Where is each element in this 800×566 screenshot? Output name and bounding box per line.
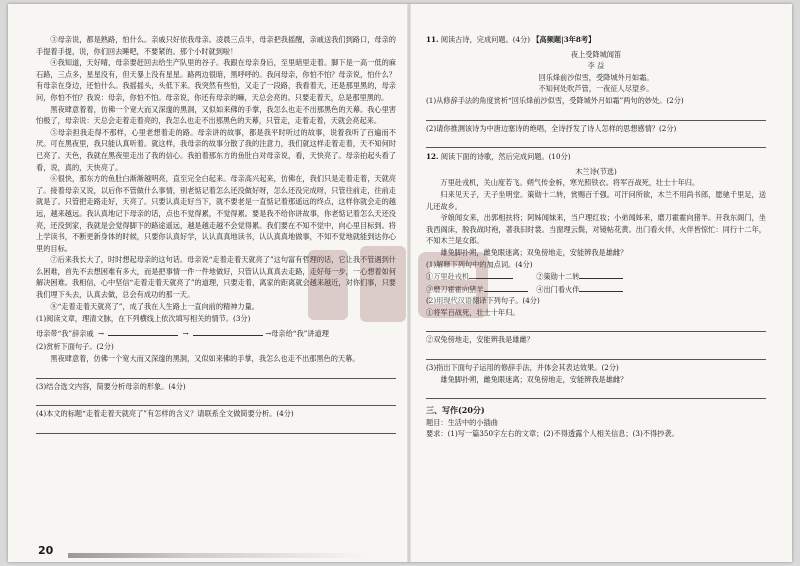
writing-topic: 题目：生活中的小插曲	[426, 417, 498, 427]
answer-line[interactable]	[426, 108, 766, 121]
question-12-number: 12.	[426, 152, 439, 162]
paragraph-4: ④我知道，天好晴，母亲要赶回去给生产队里的谷子。我跟在母亲身后，至里暗里走着。脚下是一高一低的麻石路，三点多，星星没有，但天暴上没有星星。路两边很暗，黑呼呼的。我问母亲，你怕不怕？母亲说，怕什么？有母亲在身边，还怕什么。我摇摇头，头低下来。我突然有些怕，又走了一段路，我看着天，还是那里黑的，母亲问，你怕不怕？我说：母亲，你怕不怕。母亲说，你还有母亲的嘛，天总会亮的。只要走着天，总是那里黑的。	[36, 58, 396, 102]
scan-shadow	[68, 553, 368, 558]
answer-line[interactable]	[426, 386, 766, 399]
question-11-sub-2: (2)请你推测该诗为中唐边塞诗的绝唱，全诗抒发了诗人怎样的思想感情？(2分)	[426, 123, 677, 133]
poem-line: 不知何处吹芦管，一夜征人尽望乡。	[538, 84, 654, 94]
plot-blank-1[interactable]	[108, 327, 178, 336]
question-11-sub-1: (1)从修辞手法的角度赏析“回乐烽前沙似雪，受降城外月如霜”两句的妙处。(2分)	[426, 95, 684, 105]
answer-line[interactable]	[426, 135, 766, 148]
question-11-number: 11.	[426, 35, 439, 44]
option-blank[interactable]	[579, 270, 623, 279]
option-text: ③磨刀霍霍向猪羊	[426, 284, 484, 294]
right-column	[426, 34, 766, 440]
plot-chain	[36, 327, 396, 340]
paragraph-8: ⑧“走着走着天就亮了”，成了我在人生路上一直向前的精神力量。	[50, 301, 259, 311]
option-text: ①万里赴戎机	[426, 272, 470, 282]
word-options	[426, 283, 766, 296]
writing-section-title: 三、写作(20分)	[426, 405, 485, 416]
question-4: (4)本文的标题“走着走着天就亮了”有怎样的含义？请联系全文做简要分析。(4分)	[36, 409, 294, 419]
poem-title: 夜上受降城闻笛	[570, 49, 622, 59]
paragraph-5: ⑤母亲担我走得不那样，心里老想着走的路。母亲讲的故事，都是我平时听过的故事，说着我听了百遍而不厌。可在黑夜里，我只能认真听着。就这样，我母亲的故事分散了我的注意力，我们就这样走着走着，天不知何时已亮了。天色，我就在黑夜里走出了我的信心。我拍着那东方的鱼肚白对母亲说，看，天快亮了。母亲拍起头看了看，说，真的，天快亮了。	[36, 127, 396, 172]
option-blank[interactable]	[469, 270, 513, 279]
paragraph-3: ③母亲说，都是熟路，怕什么。亲戚只好依我母亲。凌晨三点半，母亲把我摇醒，亲戚送我们到路口，母亲的手提着手提，说，你们回去睡吧，不要紧的。那个小时就到啦！	[36, 35, 396, 56]
question-11-text: 阅读古诗，完成问题。(4分)	[440, 35, 531, 44]
paragraph-6: ⑥很快，那东方的鱼肚白渐渐越明亮，直至完全白起来。母亲高兴起来，仿佛在，我们只是走着走着，天就亮了。接着母亲又说，以后你不管做什么事情，别老惦记着怎么还没做好呀，怎么还没完成呀，只管往前走，往前走就是了。只管把走路走好，天亮了。只要认真走好当下，就不要老是一直惦记着那遥远的终点，这样你就会走的越远，越来越远。我认真地记下母亲的话，点也不觉得累，不觉得累。要是我不给你讲故事，你老惦记着怎么天还没亮，还没到家，我就是会觉得脚下的路途遥远，越是越走越不会觉得累。我们要在不知不觉中，向心里目标到。将上学读书，不断更新身体的时候，只要你认真好学，认认真真地读书，认认真真地做事，不知不觉地就能到达你心里的目标。	[36, 174, 396, 253]
translate-sentence-1: ①将军百战死，壮士十年归。	[426, 307, 520, 317]
translate-sentence-2: ②双兔傍地走，安能辨我是雄雌？	[426, 335, 534, 345]
rhetoric-quote: 雄兔脚扑朔，雌兔眼迷离；双兔傍地走，安能辨我是雄雌？	[440, 374, 628, 384]
page-number: 20	[38, 544, 54, 557]
question-1: (1)阅读文章，理清文脉，在下列横线上依次填写相关的情节。(3分)	[36, 314, 251, 324]
poem-paragraph: 万里赴戎机，关山度若飞。朔气传金柝，寒光照铁衣。将军百战死，壮士十年归。	[440, 178, 700, 188]
poem-paragraph: 爷娘闻女来，出郭相扶将；阿姊闻妹来，当户理红妆；小弟闻姊来，磨刀霍霍向猪羊。开我东阁门，坐我西阁床，脱我战时袍，著我旧时裳。当窗理云鬓，对镜帖花黄。出门看火伴，火伴皆惊忙：同行十二年，不知木兰是女郎。	[426, 213, 766, 246]
writing-requirements: 要求：(1)写一篇350字左右的文章；(2)不得透露个人相关信息；(3)不得抄袭。	[426, 429, 679, 439]
question-12-sub-1: (1)解释下列句中的加点词。(4分)	[426, 259, 533, 269]
exam-page	[8, 4, 792, 562]
option-blank[interactable]	[484, 283, 528, 292]
poem-author: 李 益	[587, 61, 605, 71]
question-2: (2)赏析下面句子。(2分)	[36, 342, 114, 352]
word-option	[426, 283, 534, 296]
question-12-sub-2: (2)用现代汉语翻译下列句子。(4分)	[426, 296, 540, 306]
word-option	[536, 283, 644, 296]
answer-line[interactable]	[36, 393, 396, 406]
question-12-text: 阅读下面的诗歌，然后完成问题。(10分)	[440, 152, 571, 162]
plot-start: 母亲带“我”辞亲戚	[36, 328, 94, 338]
answer-line[interactable]	[426, 347, 766, 360]
frequency-badge: 【高频题|3年8考】	[532, 35, 596, 44]
poem-title: 木兰诗(节选)	[575, 166, 617, 176]
paragraph-7: ⑦后来我长大了，时时想起母亲的这句话。母亲说“走着走着天就亮了”这句富有哲理的话，它让我不管遇到什么困难，首先不去想困难有多大，而是把事情一件一件地做好，只管认认真真去走路，走好每一步，一心想着如何解决困难。我相信，心中坚信“走着走着天就亮了”的道理，只要走着，离家的距离就会越来越近，对你们事，只要我们埋下头去，认真去做，总会有成功的那一天。	[36, 255, 396, 300]
option-text: ②策勋十二转	[536, 272, 580, 282]
poem-line: 回乐烽前沙似雪，受降城外月如霜。	[538, 72, 654, 82]
option-text: ④出门看火伴	[536, 284, 580, 294]
word-options	[426, 270, 766, 283]
question-3: (3)结合选文内容，简要分析母亲的形象。(4分)	[36, 381, 186, 391]
arrow-icon: →	[97, 328, 104, 338]
page-fold	[407, 4, 411, 562]
plot-blank-2[interactable]	[193, 327, 263, 336]
answer-line[interactable]	[426, 319, 766, 332]
word-option	[426, 270, 534, 283]
word-option	[536, 270, 644, 283]
poem-paragraph: 雄兔脚扑朔，雌兔眼迷离；双兔傍地走，安能辨我是雄雌？	[440, 247, 628, 257]
answer-line[interactable]	[36, 421, 396, 434]
question-12-sub-3: (3)指出下面句子运用的修辞手法，并体会其表达效果。(2分)	[426, 363, 619, 373]
question-2-quote: 黑夜肆意着，仿佛一个宽大而又深邃的黑洞，又似如来佛的手掌，我怎么也走不出那黑色的天幕。	[50, 354, 360, 364]
option-blank[interactable]	[579, 283, 623, 292]
plot-end: →母亲给“我”讲道理	[265, 328, 329, 338]
paragraph-dark-night: 黑夜肆意着着，仿佛一个宽大而又深邃的黑洞，又似如来佛的手掌，我怎么也走不出那黑色的天幕。我心里害怕极了，母亲说：天总会走着走着亮的，我怎么也走不出那黑色的天幕，只管走，走着走着，天就会亮起来。	[36, 104, 396, 126]
answer-line[interactable]	[36, 366, 396, 379]
arrow-icon: →	[182, 328, 189, 338]
left-column	[36, 34, 396, 436]
poem-paragraph: 归来见天子，天子坐明堂。策勋十二转，赏赐百千强。可汗问所欲，木兰不用尚书郎，愿驰千里足，送儿还故乡。	[426, 189, 766, 211]
